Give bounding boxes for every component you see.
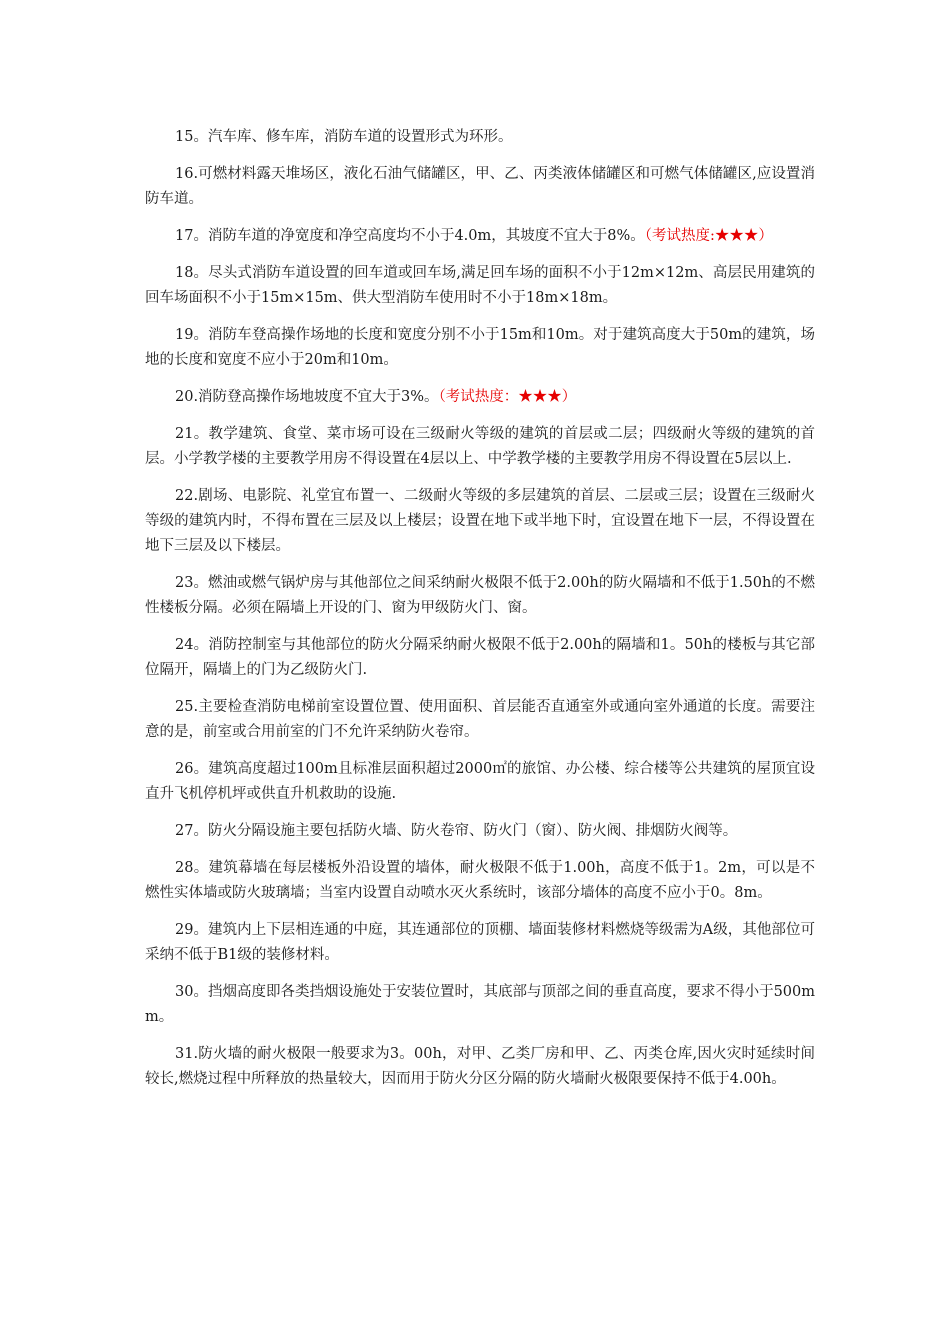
paragraph-text: 30。挡烟高度即各类挡烟设施处于安装位置时，其底部与顶部之间的垂直高度，要求不得小于500mm。	[145, 984, 815, 1025]
paragraph-text: 21。教学建筑、食堂、菜市场可设在三级耐火等级的建筑的首层或二层；四级耐火等级的建筑的首层。小学教学楼的主要教学用房不得设置在4层以上、中学教学楼的主要教学用房不得设置在5层以上.	[145, 426, 815, 467]
paragraph-24	[145, 633, 815, 683]
paragraph-text: 19。消防车登高操作场地的长度和宽度分别不小于15m和10m。对于建筑高度大于50m的建筑，场地的长度和宽度不应小于20m和10m。	[145, 327, 815, 368]
paragraph-21	[145, 422, 815, 472]
paragraph-28	[145, 856, 815, 906]
paragraph-20	[145, 385, 815, 410]
exam-heat-note: （考试热度:★★★）	[644, 228, 773, 244]
paragraph-30	[145, 980, 815, 1030]
paragraph-15	[145, 125, 815, 150]
paragraph-text: 24。消防控制室与其他部位的防火分隔采纳耐火极限不低于2.00h的隔墙和1。50h的楼板与其它部位隔开，隔墙上的门为乙级防火门.	[145, 637, 815, 678]
paragraph-23	[145, 571, 815, 621]
paragraph-text: 18。尽头式消防车道设置的回车道或回车场,满足回车场的面积不小于12m×12m、高层民用建筑的回车场面积不小于15m×15m、供大型消防车使用时不小于18m×18m。	[145, 265, 815, 306]
paragraph-text: 31.防火墙的耐火极限一般要求为3。00h，对甲、乙类厂房和甲、乙、丙类仓库,因火灾时延续时间较长,燃烧过程中所释放的热量较大，因而用于防火分区分隔的防火墙耐火极限要保持不低于4.00h。	[145, 1046, 815, 1087]
paragraph-25	[145, 695, 815, 745]
paragraph-17	[145, 224, 815, 249]
exam-heat-note: （考试热度：★★★）	[438, 389, 577, 405]
paragraph-text: 22.剧场、电影院、礼堂宜布置一、二级耐火等级的多层建筑的首层、二层或三层；设置在三级耐火等级的建筑内时，不得布置在三层及以上楼层；设置在地下或半地下时，宜设置在地下一层，不得设置在地下三层及以下楼层。	[145, 488, 815, 554]
paragraph-text: 26。建筑高度超过100m且标准层面积超过2000㎡的旅馆、办公楼、综合楼等公共建筑的屋顶宜设直升飞机停机坪或供直升机救助的设施.	[145, 761, 815, 802]
paragraph-22	[145, 484, 815, 559]
paragraph-text: 28。建筑幕墙在每层楼板外沿设置的墙体，耐火极限不低于1.00h，高度不低于1。2m，可以是不燃性实体墙或防火玻璃墙；当室内设置自动喷水灭火系统时，该部分墙体的高度不应小于0。8m。	[145, 860, 815, 901]
paragraph-text: 17。消防车道的净宽度和净空高度均不小于4.0m，其坡度不宜大于8%。	[175, 228, 645, 244]
paragraph-31	[145, 1042, 815, 1092]
paragraph-text: 29。建筑内上下层相连通的中庭，其连通部位的顶棚、墙面装修材料燃烧等级需为A级，其他部位可采纳不低于B1级的装修材料。	[145, 922, 815, 963]
paragraph-27	[145, 819, 815, 844]
paragraph-18	[145, 261, 815, 311]
paragraph-19	[145, 323, 815, 373]
paragraph-16	[145, 162, 815, 212]
paragraph-26	[145, 757, 815, 807]
paragraph-text: 20.消防登高操作场地坡度不宜大于3%。	[175, 389, 439, 405]
paragraph-text: 16.可燃材料露天堆场区，液化石油气储罐区，甲、乙、丙类液体储罐区和可燃气体储罐区,应设置消防车道。	[145, 166, 815, 207]
paragraph-29	[145, 918, 815, 968]
document-body	[145, 125, 815, 1104]
paragraph-text: 25.主要检查消防电梯前室设置位置、使用面积、首层能否直通室外或通向室外通道的长度。需要注意的是，前室或合用前室的门不允许采纳防火卷帘。	[145, 699, 815, 740]
paragraph-text: 27。防火分隔设施主要包括防火墙、防火卷帘、防火门（窗）、防火阀、排烟防火阀等。	[175, 823, 738, 839]
paragraph-text: 23。燃油或燃气锅炉房与其他部位之间采纳耐火极限不低于2.00h的防火隔墙和不低于1.50h的不燃性楼板分隔。必须在隔墙上开设的门、窗为甲级防火门、窗。	[145, 575, 815, 616]
paragraph-text: 15。汽车库、修车库，消防车道的设置形式为环形。	[175, 129, 513, 145]
